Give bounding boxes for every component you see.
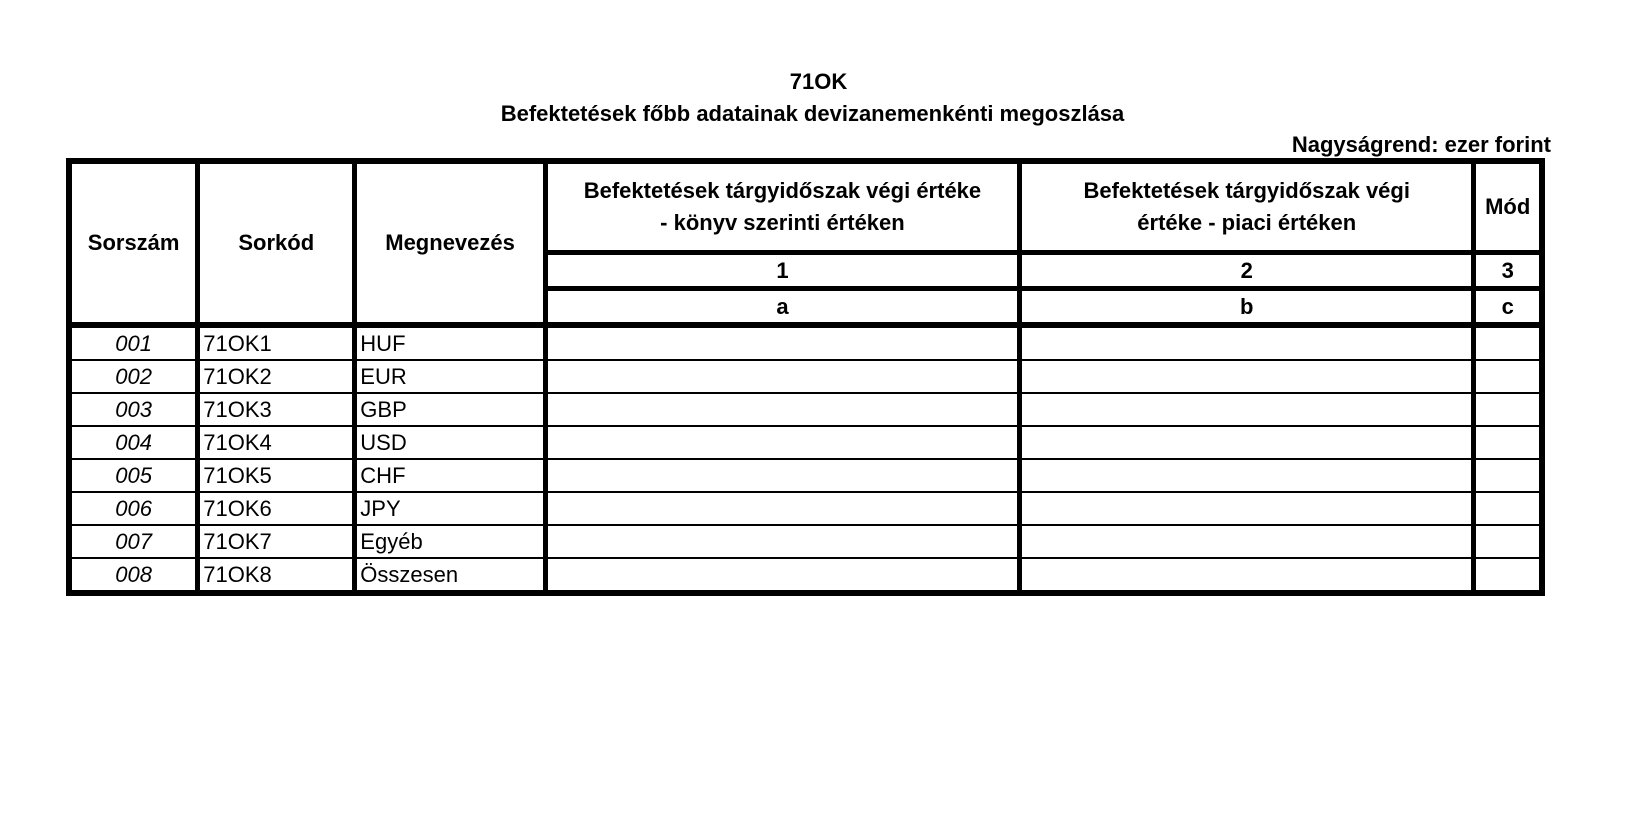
table-row xyxy=(69,360,1542,393)
row-sorkod: 71OK1 xyxy=(198,325,355,360)
row-sorszam: 008 xyxy=(69,558,198,593)
row-sorszam: 007 xyxy=(69,525,198,558)
table-row xyxy=(69,525,1542,558)
row-megnevezes: Összesen xyxy=(355,558,546,593)
col-letter-a: a xyxy=(545,289,1019,326)
row-megnevezes: EUR xyxy=(355,360,546,393)
table-row xyxy=(69,558,1542,593)
row-value-a[interactable] xyxy=(545,426,1019,459)
row-megnevezes: GBP xyxy=(355,393,546,426)
header-col1 xyxy=(545,161,1019,253)
table-row xyxy=(69,459,1542,492)
row-value-b[interactable] xyxy=(1020,525,1474,558)
row-megnevezes: CHF xyxy=(355,459,546,492)
header-col3: Mód xyxy=(1474,161,1542,253)
row-sorkod: 71OK7 xyxy=(198,525,355,558)
row-value-b[interactable] xyxy=(1020,426,1474,459)
table-row xyxy=(69,393,1542,426)
row-megnevezes: USD xyxy=(355,426,546,459)
row-value-a[interactable] xyxy=(545,459,1019,492)
row-sorkod: 71OK4 xyxy=(198,426,355,459)
row-value-c[interactable] xyxy=(1474,525,1542,558)
table-row xyxy=(69,492,1542,525)
data-table xyxy=(66,158,1545,596)
row-sorszam: 005 xyxy=(69,459,198,492)
header-sorszam: Sorszám xyxy=(69,161,198,325)
col-number-3: 3 xyxy=(1474,253,1542,289)
row-value-b[interactable] xyxy=(1020,459,1474,492)
row-sorszam: 006 xyxy=(69,492,198,525)
row-sorkod: 71OK6 xyxy=(198,492,355,525)
row-value-b[interactable] xyxy=(1020,360,1474,393)
header-col2 xyxy=(1020,161,1474,253)
row-value-c[interactable] xyxy=(1474,393,1542,426)
row-value-a[interactable] xyxy=(545,525,1019,558)
row-value-c[interactable] xyxy=(1474,459,1542,492)
row-sorkod: 71OK3 xyxy=(198,393,355,426)
row-value-a[interactable] xyxy=(545,492,1019,525)
table-row xyxy=(69,325,1542,360)
header-col2-text: Befektetések tárgyidőszak végi értéke - piaci értéken xyxy=(1083,178,1410,235)
unit-label: Nagyságrend: ezer forint xyxy=(1291,132,1551,157)
row-value-b[interactable] xyxy=(1020,558,1474,593)
header-megnevezes: Megnevezés xyxy=(355,161,546,325)
row-sorkod: 71OK8 xyxy=(198,558,355,593)
row-value-c[interactable] xyxy=(1474,360,1542,393)
col-number-2: 2 xyxy=(1020,253,1474,289)
row-value-a[interactable] xyxy=(545,325,1019,360)
row-value-c[interactable] xyxy=(1474,325,1542,360)
row-sorszam: 002 xyxy=(69,360,198,393)
form-code: 71OK xyxy=(789,69,848,94)
header-col1-text: Befektetések tárgyidőszak végi értéke - könyv szerinti értéken xyxy=(583,178,982,235)
row-megnevezes: Egyéb xyxy=(355,525,546,558)
row-sorszam: 001 xyxy=(69,325,198,360)
row-value-b[interactable] xyxy=(1020,393,1474,426)
row-value-c[interactable] xyxy=(1474,558,1542,593)
col-number-1: 1 xyxy=(545,253,1019,289)
row-value-a[interactable] xyxy=(545,393,1019,426)
row-sorszam: 003 xyxy=(69,393,198,426)
header-sorkod: Sorkód xyxy=(198,161,355,325)
form-title: Befektetések főbb adatainak devizanemenkénti megoszlása xyxy=(500,101,1125,126)
col-letter-c: c xyxy=(1474,289,1542,326)
row-value-c[interactable] xyxy=(1474,492,1542,525)
row-megnevezes: JPY xyxy=(355,492,546,525)
row-value-a[interactable] xyxy=(545,558,1019,593)
row-megnevezes: HUF xyxy=(355,325,546,360)
row-sorkod: 71OK2 xyxy=(198,360,355,393)
row-value-a[interactable] xyxy=(545,360,1019,393)
table-row xyxy=(69,426,1542,459)
col-letter-b: b xyxy=(1020,289,1474,326)
row-value-b[interactable] xyxy=(1020,325,1474,360)
row-sorkod: 71OK5 xyxy=(198,459,355,492)
row-sorszam: 004 xyxy=(69,426,198,459)
row-value-c[interactable] xyxy=(1474,426,1542,459)
row-value-b[interactable] xyxy=(1020,492,1474,525)
